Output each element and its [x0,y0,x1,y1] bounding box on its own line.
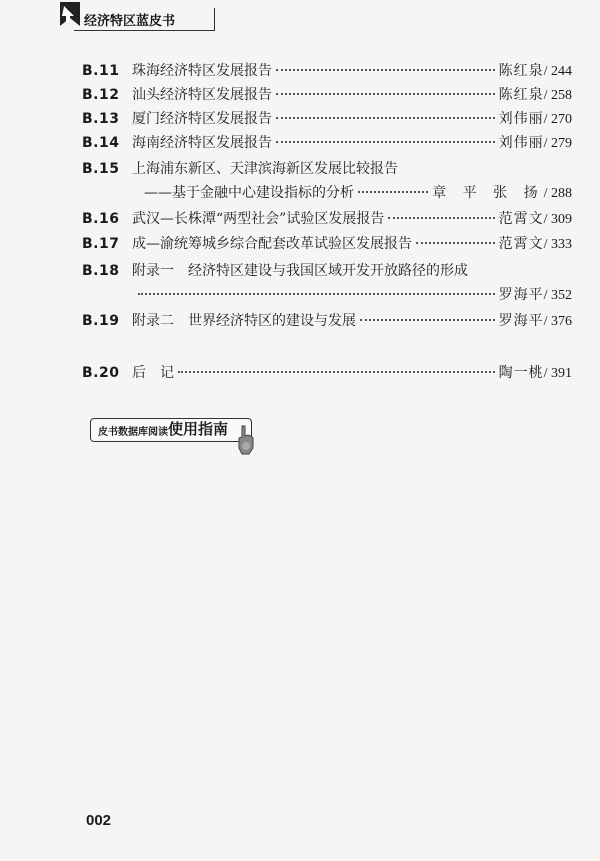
entry-number: B.17 [82,236,120,252]
dot-leader [276,116,495,119]
dot-leader [416,241,495,244]
series-title: 经济特区蓝皮书 [84,14,176,29]
dot-leader [178,370,495,373]
entry-title: 厦门经济特区发展报告 [132,111,272,127]
entry-subtitle: ——基于金融中心建设指标的分析 [144,185,354,201]
entry-title: 汕头经济特区发展报告 [132,87,272,103]
entry-page: / 288 [543,186,572,201]
entry-page: / 279 [543,136,572,151]
pointing-hand-icon [236,424,256,456]
dot-leader [388,216,494,219]
entry-author: 范霄文 [498,211,544,227]
entry-number: B.12 [82,87,120,103]
running-header [56,0,226,34]
entry-title: 珠海经济特区发展报告 [132,63,272,79]
dot-leader [358,190,428,193]
entry-page: / 376 [543,314,572,329]
dot-leader [276,68,495,71]
entry-page: / 352 [543,288,572,303]
entry-page: / 391 [543,366,572,381]
toc-entry-b15[interactable] [82,160,572,204]
entry-page: / 333 [543,237,572,252]
entry-number: B.18 [82,263,120,279]
guide-big-text: 使用指南 [168,420,229,438]
entry-author: 罗海平 [498,313,544,329]
dot-leader [276,140,495,143]
entry-number: B.15 [82,161,120,177]
entry-number: B.11 [82,63,120,79]
entry-page: / 309 [543,212,572,227]
entry-number: B.16 [82,211,120,227]
entry-page: / 270 [543,112,572,127]
toc-entry-b18[interactable] [82,262,572,306]
entry-title: 成—渝统筹城乡综合配套改革试验区发展报告 [132,236,412,252]
entry-author: 刘伟丽 [498,111,544,127]
entry-author: 陶一桃 [498,365,544,381]
entry-page: / 258 [543,88,572,103]
guide-small-text: 皮书数据库阅读 [98,427,168,438]
entry-number: B.13 [82,111,120,127]
entry-author: 陈红泉 [498,87,544,103]
entry-number: B.20 [82,365,120,381]
dot-leader [276,92,495,95]
entry-author: 刘伟丽 [498,135,544,151]
entry-title: 海南经济特区发展报告 [132,135,272,151]
entry-author: 罗海平 [498,287,544,303]
entry-author: 章 平 张 扬 [432,185,544,201]
entry-page: / 244 [543,64,572,79]
database-guide-label[interactable] [90,414,258,444]
entry-title: 附录二 世界经济特区的建设与发展 [132,313,356,329]
dot-leader [138,292,495,295]
page-number: 002 [86,812,112,829]
entry-author: 陈红泉 [498,63,544,79]
dot-leader [360,318,495,321]
entry-number: B.19 [82,313,120,329]
entry-number: B.14 [82,135,120,151]
entry-title: 武汉—长株潭“两型社会”试验区发展报告 [132,211,385,227]
entry-title: 上海浦东新区、天津滨海新区发展比较报告 [132,161,398,177]
entry-title: 后 记 [132,365,174,381]
entry-title: 附录一 经济特区建设与我国区域开发开放路径的形成 [132,263,468,279]
entry-author: 范霄文 [498,236,544,252]
